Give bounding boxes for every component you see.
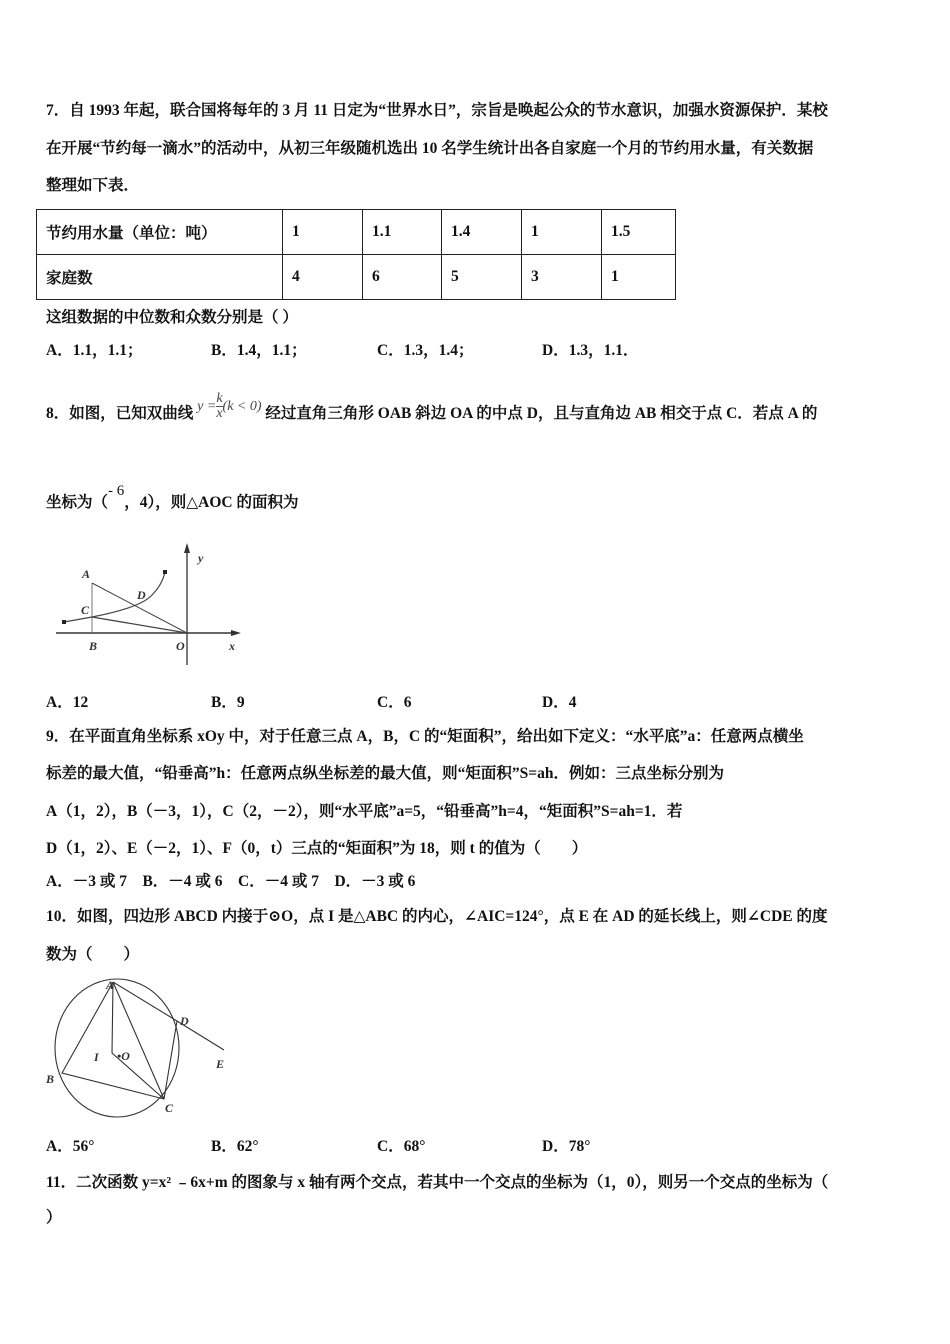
formula-denominator: x [216, 406, 223, 421]
q8-option-d: D．4 [542, 694, 577, 711]
q8-superscript: - 6 [108, 483, 125, 499]
label-i: I [94, 1050, 99, 1064]
q10-text-line: 10．如图，四边形 ABCD 内接于⊙O，点 I 是△ABC 的内心，∠AIC=124°，点 E 在 AD 的延长线上，则∠CDE 的度 [46, 908, 828, 925]
q9-text-line: 9．在平面直角坐标系 xOy 中，对于任意三点 A，B，C 的“矩面积”，给出如下定义：“水平底”a：任意两点横坐 [46, 728, 804, 745]
table-cell: 1 [283, 210, 363, 255]
table-cell: 节约用水量（单位：吨） [37, 210, 283, 255]
q7-option-a: A．1.1，1.1； [46, 342, 143, 359]
q8-option-a: A．12 [46, 694, 89, 711]
q9-text-line: A（1，2），B（－3，1），C（2，－2），则“水平底”a=5，“铅垂高”h=4，“矩面积”S=ah=1．若 [46, 803, 683, 820]
q7-option-c: C．1.3，1.4； [377, 342, 474, 359]
q10-option-b: B．62° [211, 1138, 259, 1155]
label-o: O [176, 639, 185, 653]
q7-option-b: B．1.4，1.1； [211, 342, 307, 359]
formula-numerator: k [216, 391, 223, 406]
q9-options: A．－3 或 7 B．－4 或 6 C．－4 或 7 D．－3 或 6 [46, 873, 416, 890]
q7-question: 这组数据的中位数和众数分别是（ ） [46, 309, 298, 326]
q8-option-c: C．6 [377, 694, 412, 711]
label-y: y [198, 551, 204, 565]
table-cell: 1.5 [602, 210, 676, 255]
q10-option-a: A．56° [46, 1138, 95, 1155]
label-o: •O [117, 1049, 130, 1063]
table-cell: 6 [363, 255, 442, 300]
formula-condition: (k < 0) [222, 398, 262, 414]
q10-text-line: 数为（ ） [46, 946, 140, 963]
q11-text-line: 11．二次函数 y=x² ﹣6x+m 的图象与 x 轴有两个交点，若其中一个交点的坐标为（1，0），则另一个交点的坐标为（ [46, 1174, 829, 1191]
q8-line2-start: 坐标为（ [46, 494, 109, 512]
table-cell: 1.4 [442, 210, 522, 255]
q7-text-line: 在开展“节约每一滴水”的活动中，从初三年级随机选出 10 名学生统计出各自家庭一个月的节约用水量，有关数据 [46, 140, 814, 157]
q8-line2-end: ，4），则△AOC 的面积为 [124, 494, 299, 512]
q10-option-d: D．78° [542, 1138, 591, 1155]
formula-lhs: y = [197, 398, 217, 414]
label-d: D [180, 1014, 189, 1028]
q7-text-line: 整理如下表． [46, 177, 140, 194]
label-d: D [137, 588, 146, 602]
table-cell: 3 [522, 255, 602, 300]
label-b: B [46, 1072, 55, 1086]
table-cell: 家庭数 [37, 255, 283, 300]
q11-text-line: ） [46, 1209, 62, 1226]
table-cell: 1.1 [363, 210, 442, 255]
label-e: E [216, 1057, 225, 1071]
q8-prefix: 8．如图，已知双曲线 [46, 405, 194, 423]
q10-option-c: C．68° [377, 1138, 426, 1155]
q9-text-line: 标差的最大值，“铅垂高”h：任意两点纵坐标差的最大值，则“矩面积”S=ah．例如：三点坐标分别为 [46, 765, 724, 782]
q9-text-line: D（1，2）、E（－2，1）、F（0，t）三点的“矩面积”为 18，则 t 的值为（ ） [46, 840, 588, 857]
table-cell: 4 [283, 255, 363, 300]
q8-suffix: 经过直角三角形 OAB 斜边 OA 的中点 D，且与直角边 AB 相交于点 C．若点 A 的 [265, 405, 818, 423]
q8-option-b: B．9 [211, 694, 245, 711]
label-c: C [165, 1101, 174, 1115]
q7-text-line: 7．自 1993 年起，联合国将每年的 3 月 11 日定为“世界水日”，宗旨是唤起公众的节水意识，加强水资源保护．某校 [46, 102, 828, 119]
label-a: A [82, 567, 91, 581]
q7-option-d: D．1.3，1.1． [542, 342, 639, 359]
table-cell: 5 [442, 255, 522, 300]
table-cell: 1 [602, 255, 676, 300]
table-cell: 1 [522, 210, 602, 255]
label-a: A [106, 978, 115, 992]
label-b: B [89, 639, 98, 653]
label-c: C [81, 603, 90, 617]
label-x: x [229, 639, 235, 653]
circle-figure [0, 0, 260, 1130]
